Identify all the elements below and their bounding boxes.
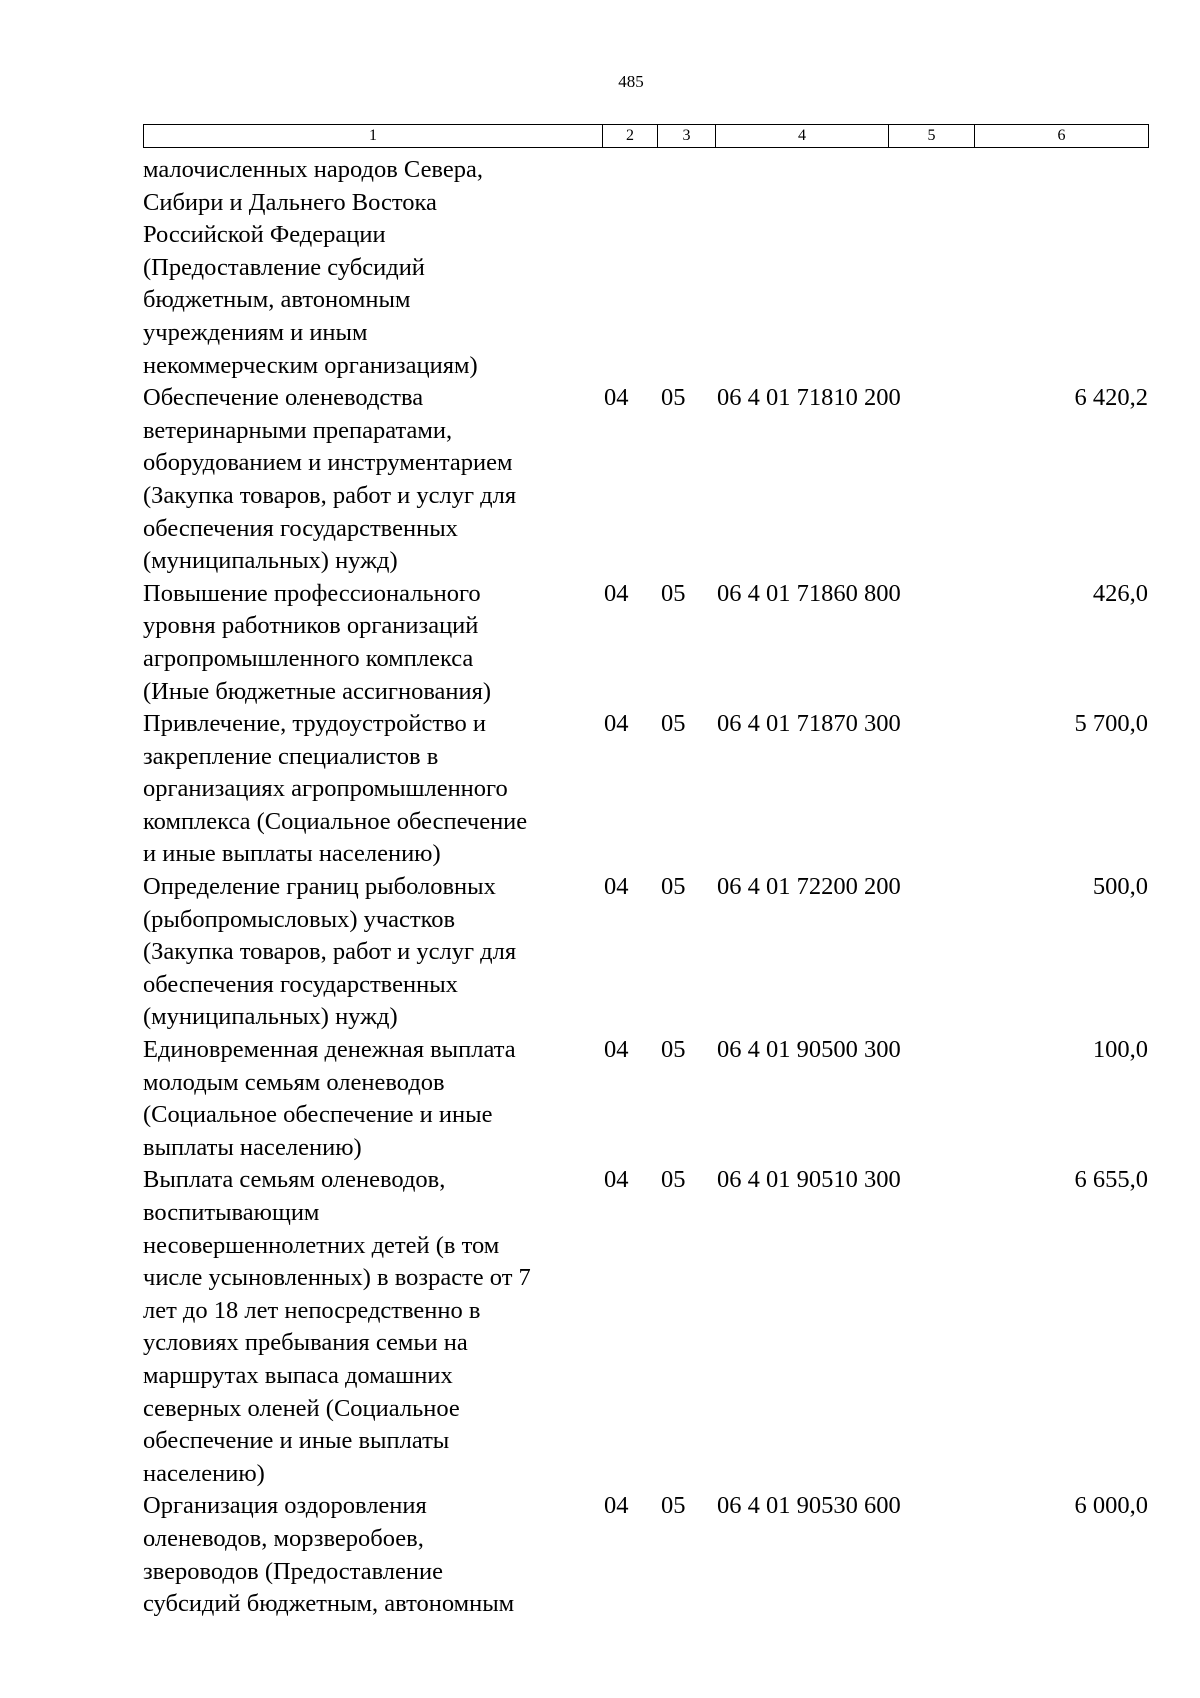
page-number: 485	[618, 72, 644, 91]
row-description	[143, 871, 605, 1034]
header-col-5: 5	[889, 125, 975, 148]
text-line: (Социальное обеспечение и иные	[143, 1101, 493, 1129]
text-line: Обеспечение оленеводства	[143, 384, 424, 412]
table-row	[143, 1490, 1148, 1620]
text-line: (муниципальных) нужд)	[143, 547, 398, 575]
text-line: Единовременная денежная выплата	[143, 1036, 516, 1064]
text-line: малочисленных народов Севера,	[143, 156, 483, 183]
table-row	[143, 578, 1148, 708]
target-article-code: 06 4 01 72200 200	[717, 873, 901, 901]
row-description	[143, 382, 605, 578]
amount: 5 700,0	[1074, 710, 1148, 738]
text-line: оборудованием и инструментарием	[143, 449, 513, 477]
text-line: Определение границ рыболовных	[143, 873, 496, 901]
table-row	[143, 1034, 1148, 1164]
section-code: 04	[604, 1492, 629, 1520]
section-code: 04	[604, 873, 629, 901]
text-line: Повышение профессионального	[143, 579, 481, 607]
section-code: 04	[604, 1166, 629, 1194]
subsection-code: 05	[661, 1492, 686, 1520]
subsection-code: 05	[661, 710, 686, 738]
text-line: маршрутах выпаса домашних	[143, 1361, 453, 1389]
amount: 6 000,0	[1074, 1492, 1148, 1520]
text-line: ветеринарными препаратами,	[143, 416, 453, 444]
subsection-code: 05	[661, 873, 686, 901]
text-line: обеспечение и иные выплаты	[143, 1427, 450, 1455]
text-line: бюджетным, автономным	[143, 286, 411, 314]
amount: 500,0	[1092, 873, 1148, 901]
text-line: обеспечения государственных	[143, 514, 458, 542]
text-line: и иные выплаты населению)	[143, 840, 441, 868]
header-col-4: 4	[716, 125, 889, 148]
text-line: (Предоставление субсидий	[143, 253, 425, 281]
text-line: воспитывающим	[143, 1199, 320, 1226]
amount: 100,0	[1092, 1036, 1148, 1064]
target-article-code: 06 4 01 71810 200	[717, 384, 901, 412]
text-line: звероводов (Предоставление	[143, 1557, 444, 1585]
section-code: 04	[604, 579, 629, 607]
text-line: закрепление специалистов в	[143, 742, 439, 770]
text-line: оленеводов, морзверобоев,	[143, 1524, 424, 1552]
continuation-row	[143, 154, 1148, 382]
column-number-header	[143, 124, 1149, 148]
table-row	[143, 1164, 1148, 1490]
continuation-text	[143, 154, 605, 382]
header-col-2: 2	[603, 125, 658, 148]
target-article-code: 06 4 01 90510 300	[717, 1166, 901, 1194]
text-line: Привлечение, трудоустройство и	[143, 710, 486, 738]
amount: 426,0	[1092, 579, 1148, 607]
target-article-code: 06 4 01 90530 600	[717, 1492, 901, 1520]
text-line: Организация оздоровления	[143, 1492, 427, 1520]
text-line: учреждениям и иным	[143, 318, 368, 346]
text-line: организациях агропромышленного	[143, 775, 508, 803]
text-line: несовершеннолетних детей (в том	[143, 1231, 500, 1259]
text-line: Выплата семьям оленеводов,	[143, 1166, 446, 1194]
text-line: населению)	[143, 1459, 265, 1487]
section-code: 04	[604, 1036, 629, 1064]
subsection-code: 05	[661, 1036, 686, 1064]
table-row	[143, 871, 1148, 1034]
target-article-code: 06 4 01 71870 300	[717, 710, 901, 738]
subsection-code: 05	[661, 384, 686, 412]
text-line: комплекса (Социальное обеспечение	[143, 807, 528, 835]
amount: 6 655,0	[1074, 1166, 1148, 1194]
header-col-6: 6	[975, 125, 1149, 148]
budget-table-body	[143, 154, 1148, 1621]
text-line: субсидий бюджетным, автономным	[143, 1590, 515, 1618]
text-line: обеспечения государственных	[143, 970, 458, 998]
target-article-code: 06 4 01 90500 300	[717, 1036, 901, 1064]
text-line: уровня работников организаций	[143, 612, 479, 640]
text-line: некоммерческим организациям)	[143, 351, 478, 379]
text-line: (рыбопромысловых) участков	[143, 905, 456, 933]
text-line: (муниципальных) нужд)	[143, 1003, 398, 1031]
text-line: северных оленей (Социальное	[143, 1394, 460, 1422]
header-col-1: 1	[144, 125, 603, 148]
text-line: числе усыновленных) в возрасте от 7	[143, 1264, 531, 1292]
table-row	[143, 382, 1148, 578]
text-line: условиях пребывания семьи на	[143, 1329, 468, 1357]
section-code: 04	[604, 384, 629, 412]
section-code: 04	[604, 710, 629, 738]
row-description	[143, 1164, 605, 1490]
text-line: выплаты населению)	[143, 1133, 362, 1161]
subsection-code: 05	[661, 1166, 686, 1194]
text-line: молодым семьям оленеводов	[143, 1068, 445, 1096]
text-line: Российской Федерации	[143, 221, 386, 249]
target-article-code: 06 4 01 71860 800	[717, 579, 901, 607]
row-description	[143, 708, 605, 871]
amount: 6 420,2	[1074, 384, 1148, 412]
subsection-code: 05	[661, 579, 686, 607]
text-line: лет до 18 лет непосредственно в	[143, 1296, 481, 1324]
row-description	[143, 1034, 605, 1164]
text-line: (Закупка товаров, работ и услуг для	[143, 481, 517, 509]
row-description	[143, 1490, 605, 1620]
text-line: (Иные бюджетные ассигнования)	[143, 677, 492, 705]
text-line: (Закупка товаров, работ и услуг для	[143, 938, 517, 966]
table-row	[143, 708, 1148, 871]
header-col-3: 3	[658, 125, 716, 148]
text-line: агропромышленного комплекса	[143, 644, 474, 672]
row-description	[143, 578, 605, 708]
text-line: Сибири и Дальнего Востока	[143, 188, 437, 216]
